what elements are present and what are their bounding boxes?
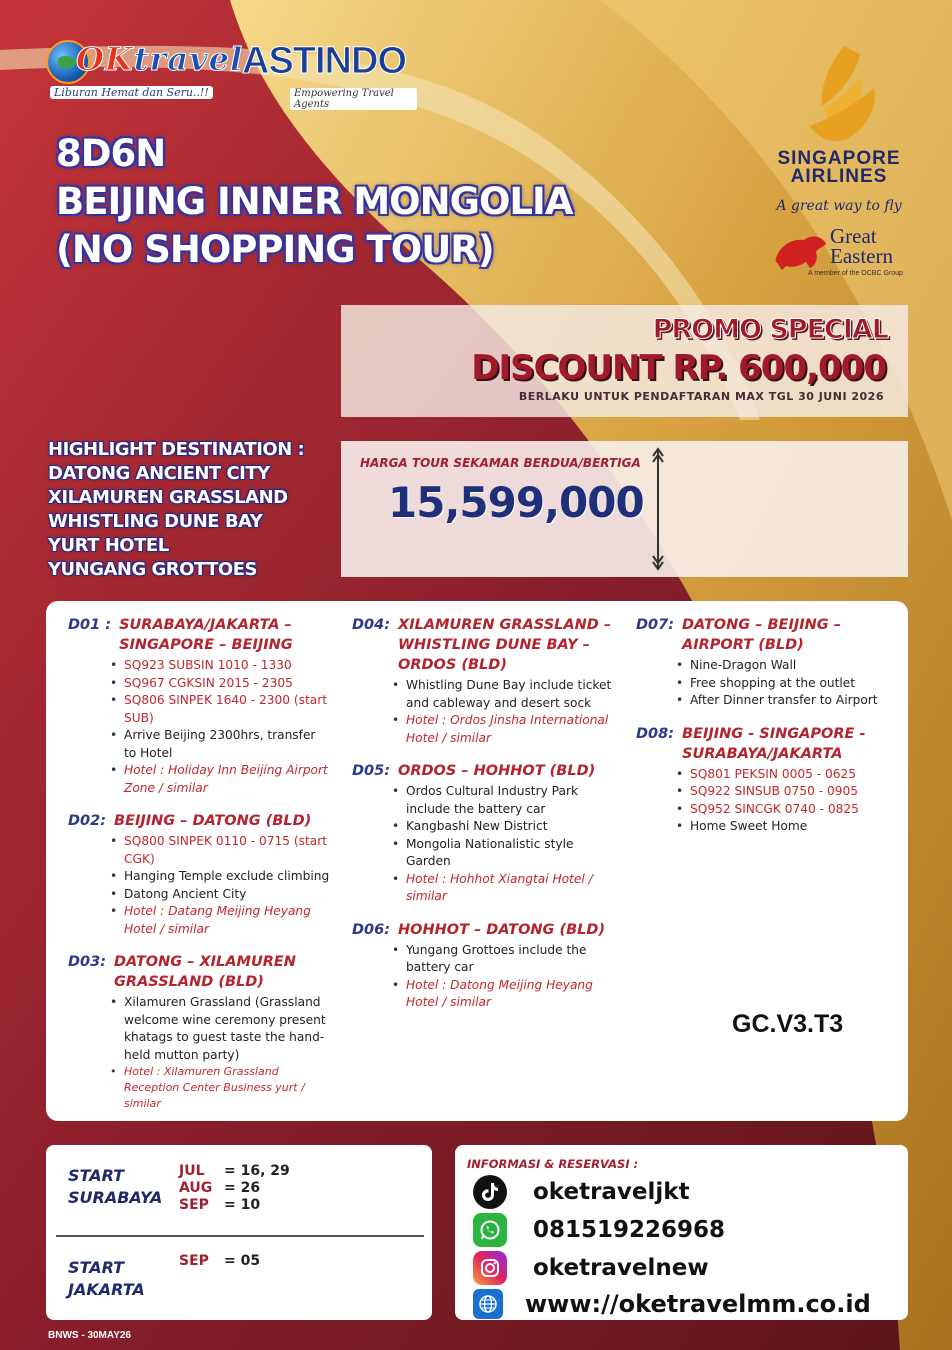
- activity-item: • Ordos Cultural Industry Park include the battery car: [392, 783, 618, 818]
- hotel-item: • Hotel : Holiday Inn Beijing Airport Zone / similar: [110, 762, 330, 797]
- flight-item: • SQ800 SINPEK 0110 - 0715 (start CGK): [110, 833, 330, 868]
- day-items: [110, 657, 330, 797]
- day-items: [392, 942, 618, 1012]
- day-title: DATONG – XILAMUREN GRASSLAND (BLD): [114, 954, 296, 990]
- day-title: SURABAYA/JAKARTA – SINGAPORE – BEIJING: [119, 617, 293, 653]
- activity-item: • Arrive Beijing 2300hrs, transfer to Hotel: [110, 727, 330, 762]
- singapore-airlines-bird-icon: [800, 44, 880, 148]
- astindo-logo: [242, 40, 417, 110]
- surabaya-dates: [224, 1163, 290, 1214]
- highlight-item: XILAMUREN GRASSLAND: [48, 487, 288, 508]
- price-value: 15,599,000: [388, 478, 644, 527]
- day-number: D03:: [68, 954, 107, 970]
- day-number: D06:: [352, 921, 391, 938]
- sia-tagline: A great way to fly: [776, 198, 902, 214]
- globe-web-icon: [473, 1289, 503, 1319]
- ge-name-line-2: Eastern: [830, 244, 893, 268]
- flight-item: • SQ923 SUBSIN 1010 - 1330: [110, 657, 330, 675]
- astindo-name: ASTINDO: [242, 40, 406, 82]
- day-items: [676, 766, 898, 836]
- footer-code: BNWS - 30MAY26: [48, 1330, 131, 1341]
- tour-title: [56, 130, 572, 274]
- activity-item: • Kangbashi New District: [392, 818, 618, 836]
- month: JUL: [179, 1163, 205, 1179]
- day-items: [110, 833, 330, 938]
- astindo-tagline: Empowering Travel Agents: [290, 88, 417, 110]
- oke-brand-prefix: OK: [76, 40, 134, 78]
- day-items: [110, 994, 330, 1112]
- great-eastern-lion-icon: [772, 228, 828, 272]
- itinerary-column-2: [352, 615, 618, 1026]
- start-dates-panel: [46, 1145, 432, 1320]
- contact-panel: [455, 1145, 908, 1320]
- day-number: D05:: [352, 763, 391, 779]
- day-header: [636, 615, 898, 655]
- hotel-item: • Hotel : Hohhot Xiangtai Hotel / similar: [392, 871, 618, 906]
- flight-item: • SQ967 CGKSIN 2015 - 2305: [110, 675, 330, 693]
- activity-item: • After Dinner transfer to Airport: [676, 692, 898, 710]
- day-number: D04:: [352, 617, 391, 633]
- highlight-item: YUNGANG GROTTOES: [48, 559, 257, 580]
- jakarta-months: [179, 1253, 209, 1270]
- month: AUG: [179, 1180, 213, 1196]
- date: = 05: [224, 1253, 261, 1269]
- ge-name-line-1: Great: [830, 224, 877, 248]
- website-url[interactable]: www://oketravelmm.co.id: [525, 1290, 871, 1318]
- whatsapp-row[interactable]: [473, 1213, 725, 1247]
- divider: [56, 1235, 424, 1237]
- highlight-item: WHISTLING DUNE BAY: [48, 511, 263, 532]
- day-title: HOHHOT – DATONG (BLD): [398, 921, 606, 938]
- singapore-airlines-name: [768, 150, 910, 186]
- activity-item: • Mongolia Nationalistic style Garden: [392, 836, 618, 871]
- highlight-item: DATONG ANCIENT CITY: [48, 463, 270, 484]
- day-header: [68, 615, 330, 655]
- flight-item: • SQ922 SINSUB 0750 - 0905: [676, 783, 898, 801]
- date: = 10: [224, 1197, 261, 1213]
- oketravel-logo: [44, 36, 244, 104]
- tiktok-icon: [473, 1175, 507, 1209]
- date: = 26: [224, 1180, 261, 1196]
- flight-item: • SQ952 SINCGK 0740 - 0825: [676, 801, 898, 819]
- instagram-handle[interactable]: oketravelnew: [533, 1255, 709, 1281]
- activity-item: • Home Sweet Home: [676, 818, 898, 836]
- jakarta-dates: [224, 1253, 260, 1270]
- instagram-row[interactable]: [473, 1251, 709, 1285]
- tiktok-handle[interactable]: oketraveljkt: [533, 1179, 690, 1205]
- itinerary-column-1: [68, 615, 330, 1126]
- hotel-item: • Hotel : Datong Meijing Heyang Hotel / similar: [392, 977, 618, 1012]
- activity-item: • Datong Ancient City: [110, 886, 330, 904]
- oke-brand-suffix: travel: [133, 40, 244, 78]
- city-name: SURABAYA: [68, 1188, 163, 1207]
- day-header: [352, 761, 618, 781]
- sia-name-line-2: AIRLINES: [790, 166, 888, 187]
- activity-item: • Xilamuren Grassland (Grassland welcome wine ceremony present khatags to guest taste the hand-held mutton party): [110, 994, 330, 1064]
- hotel-item: • Hotel : Ordos Jinsha International Hotel / similar: [392, 712, 618, 747]
- surabaya-months: [179, 1163, 212, 1214]
- day-number: D08:: [636, 725, 675, 742]
- date: = 16, 29: [224, 1163, 290, 1179]
- product-code: GC.V3.T3: [732, 1010, 844, 1038]
- day-title: ORDOS – HOHHOT (BLD): [398, 763, 596, 779]
- great-eastern-sub: A member of the OCBC Group: [808, 270, 903, 277]
- title-line-3: (NO SHOPPING TOUR): [56, 228, 494, 271]
- itinerary-column-3: [636, 615, 898, 850]
- day-header: [352, 920, 618, 940]
- instagram-icon: [473, 1251, 507, 1285]
- hotel-item: • Hotel : Xilamuren Grassland Reception Center Business yurt / similar: [110, 1064, 330, 1112]
- day-items: [392, 677, 618, 747]
- day-header: [68, 952, 330, 992]
- highlight-item: YURT HOTEL: [48, 535, 169, 556]
- flight-item: • SQ801 PEKSIN 0005 - 0625: [676, 766, 898, 784]
- day-number: D01 :: [68, 617, 112, 633]
- promo-deadline: BERLAKU UNTUK PENDAFTARAN MAX TGL 30 JUNI 2026: [518, 390, 884, 403]
- sia-name-line-1: SINGAPORE: [777, 148, 901, 169]
- flight-item: • SQ806 SINPEK 1640 - 2300 (start SUB): [110, 692, 330, 727]
- start-label: START: [68, 1166, 125, 1185]
- great-eastern-name: [830, 226, 893, 266]
- start-city-jakarta: [68, 1257, 145, 1301]
- day-number: D02:: [68, 813, 107, 829]
- activity-item: • Free shopping at the outlet: [676, 675, 898, 693]
- price-label: HARGA TOUR SEKAMAR BERDUA/BERTIGA: [360, 456, 641, 470]
- day-number: D07:: [636, 617, 675, 633]
- contact-heading: INFORMASI & RESERVASI :: [467, 1157, 639, 1171]
- activity-item: • Whistling Dune Bay include ticket and cableway and desert sock: [392, 677, 618, 712]
- day-items: [392, 783, 618, 906]
- day-title: BEIJING - SINGAPORE - SURABAYA/JAKARTA: [682, 725, 866, 762]
- day-title: XILAMUREN GRASSLAND – WHISTLING DUNE BAY – ORDOS (BLD): [398, 617, 612, 673]
- start-city-surabaya: [68, 1165, 162, 1209]
- day-title: DATONG – BEIJING – AIRPORT (BLD): [682, 617, 841, 653]
- promo-heading: PROMO SPECIAL: [652, 314, 888, 345]
- activity-item: • Hanging Temple exclude climbing: [110, 868, 330, 886]
- promo-discount: DISCOUNT RP. 600,000: [471, 348, 886, 388]
- start-label: START: [68, 1258, 125, 1277]
- highlight-heading: HIGHLIGHT DESTINATION :: [48, 439, 305, 460]
- day-header: [636, 724, 898, 764]
- title-line-1: 8D6N: [56, 132, 166, 175]
- double-arrow-icon: [650, 446, 666, 572]
- whatsapp-number[interactable]: 081519226968: [533, 1217, 726, 1243]
- activity-item: • Yungang Grottoes include the battery car: [392, 942, 618, 977]
- month: SEP: [179, 1253, 209, 1269]
- day-header: [68, 811, 330, 831]
- whatsapp-icon: [473, 1213, 507, 1247]
- title-line-2: BEIJING INNER MONGOLIA: [56, 180, 573, 223]
- day-header: [352, 615, 618, 675]
- hotel-item: • Hotel : Datang Meijing Heyang Hotel / similar: [110, 903, 330, 938]
- month: SEP: [179, 1197, 209, 1213]
- tiktok-row[interactable]: [473, 1175, 690, 1209]
- day-title: BEIJING – DATONG (BLD): [114, 813, 312, 829]
- itinerary-panel: [46, 601, 908, 1121]
- highlight-destinations: [48, 438, 304, 582]
- day-items: [676, 657, 898, 710]
- city-name: JAKARTA: [68, 1280, 145, 1299]
- activity-item: • Nine-Dragon Wall: [676, 657, 898, 675]
- website-row[interactable]: [473, 1289, 871, 1319]
- oke-tagline: Liburan Hemat dan Seru..!!: [50, 86, 213, 99]
